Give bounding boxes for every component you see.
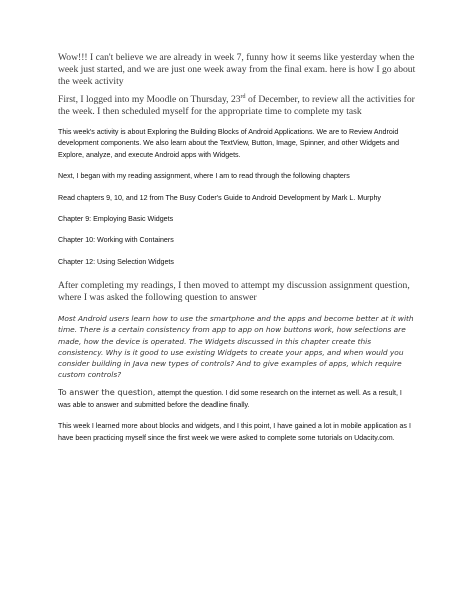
discussion-question: Most Android users learn how to use the smartphone and the apps and become better at it with time. There is a certain consistency from app to app on how buttons work, how selections are made, how the device is operated. The Widgets discussed in this chapter create this consistency. Why is it good to use existing Widgets to create your apps, and when would you consider building in Java new types of controls? And to give examples of apps, which require custom controls? [58, 314, 414, 380]
ordinal-suffix: rd [240, 93, 246, 100]
chapter-9-line: Chapter 9: Employing Basic Widgets [58, 215, 174, 224]
activity-paragraph: This week's activity is about Exploring the Building Blocks of Android Applications. We are to Review Android development components. We also learn about the TextView, Button, Image, Spinner, and other Widgets and Explore, analyze, and execute Android apps with Widgets. [58, 128, 400, 159]
chapter-10-line: Chapter 10: Working with Containers [58, 236, 174, 245]
moodle-text-start: First, I logged into my Moodle on Thursday, 23 [58, 94, 241, 105]
reading-intro-paragraph: Next, I began with my reading assignment, where I am to read through the following chapters [58, 172, 350, 181]
discussion-intro-paragraph: After completing my readings, I then moved to attempt my discussion assignment question, where I was asked the following question to answer [58, 280, 410, 304]
answer-paragraph [58, 387, 416, 411]
reflection-paragraph: This week I learned more about blocks and widgets, and I this point, I have gained a lot in mobile application as I have been practicing myself since the first week we were asked to complete some tutorials on Udacity.com. [58, 422, 411, 442]
moodle-paragraph [58, 94, 416, 118]
answer-text: attempt the question. I did some research on the internet as well. As a result, I was able to answer and submitted before the deadline finally. [58, 389, 402, 409]
chapter-12-line: Chapter 12: Using Selection Widgets [58, 257, 174, 266]
moodle-text-end: of December, to review all the activities for the week. I then scheduled myself for the appropriate time to complete my task [58, 94, 415, 117]
intro-paragraph: Wow!!! I can't believe we are already in week 7, funny how it seems like yesterday when the week just started, and we are just one week away from the final exam. here is how I go about the week activity [58, 52, 416, 87]
answer-lead: To answer the question, [58, 387, 156, 398]
reading-assignment-paragraph: Read chapters 9, 10, and 12 from The Busy Coder's Guide to Android Development by Mark L. Murphy [58, 193, 381, 202]
